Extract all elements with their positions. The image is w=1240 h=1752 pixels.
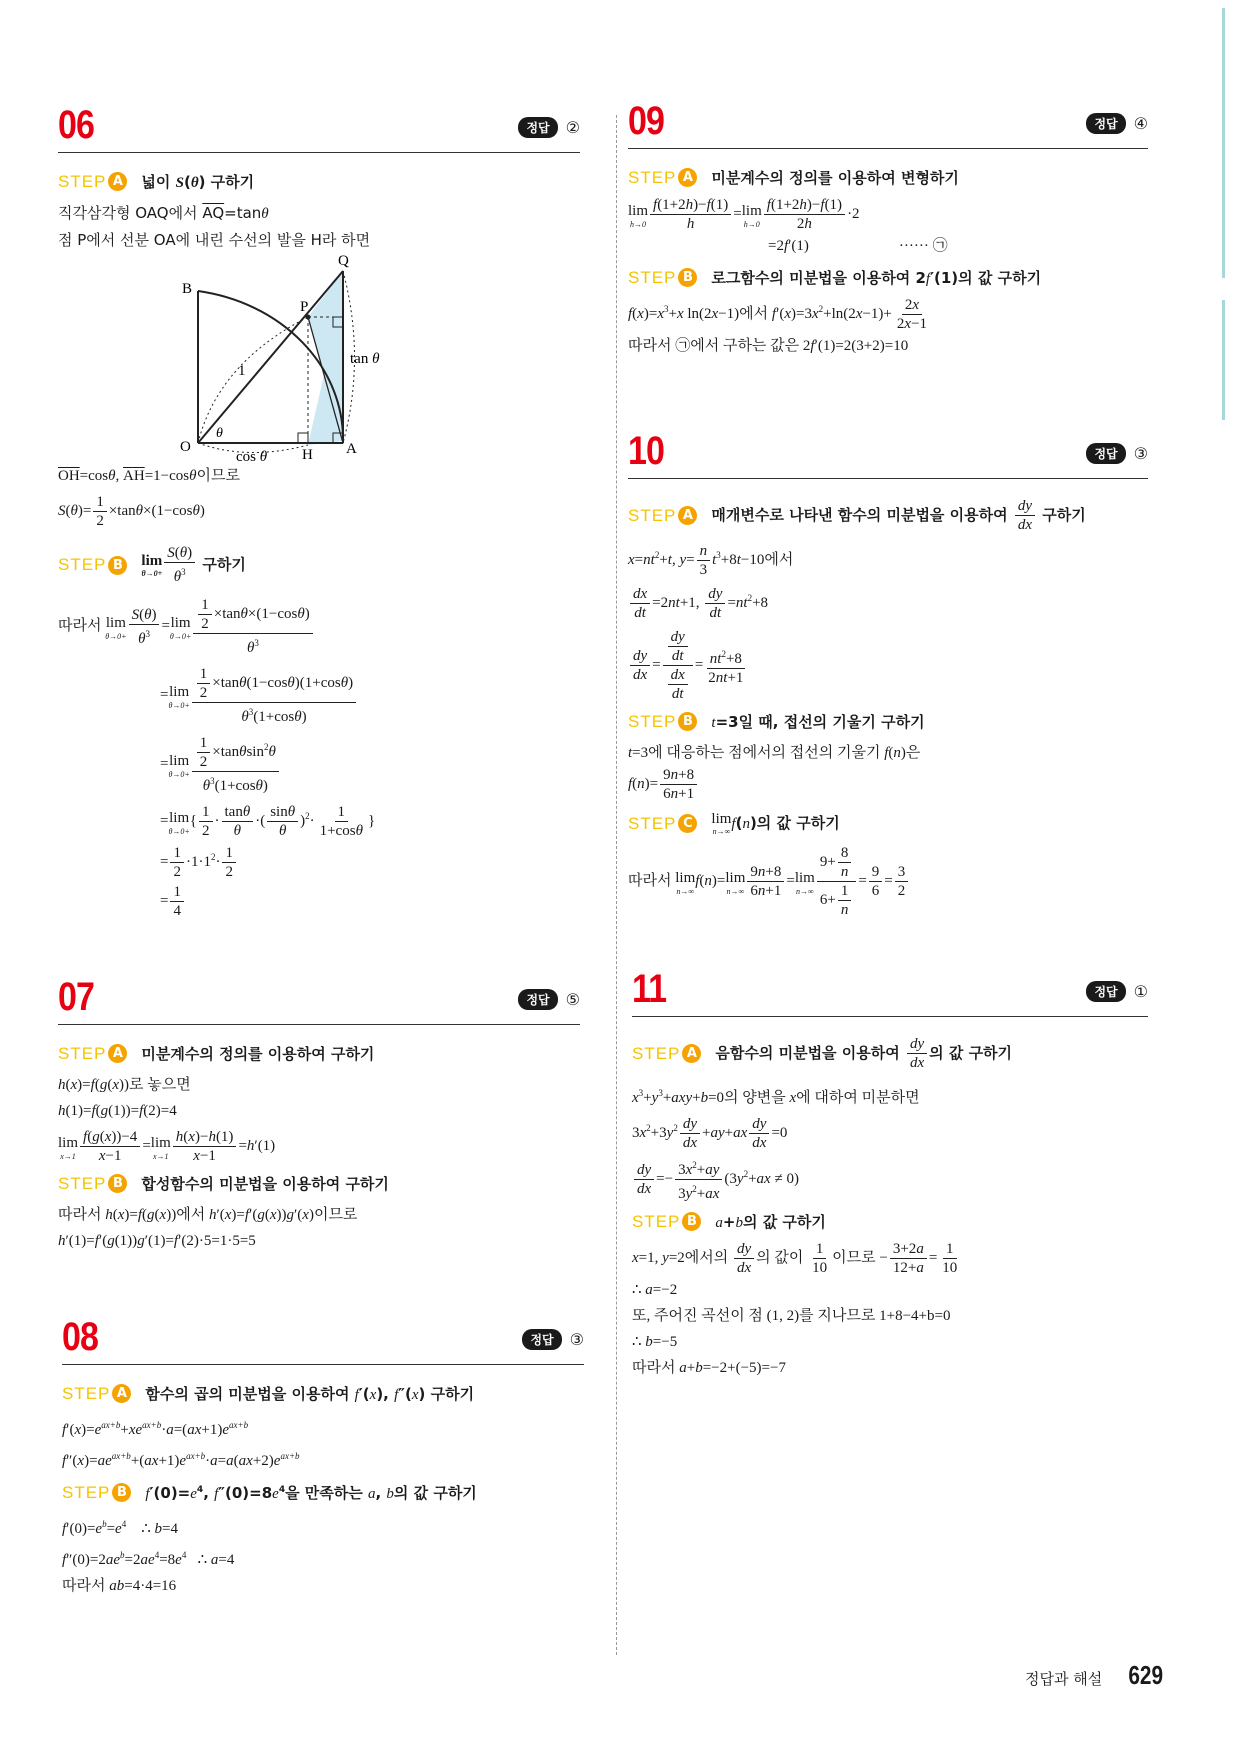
step-letter-icon: C [678, 814, 697, 833]
svg-text:1: 1 [238, 363, 246, 379]
step-a [62, 1383, 584, 1404]
formula-line: $f(x)=x^3+x$ ln(2x−1)에서 $f'(x)=3x^2+\ln(2x-1)+$ $\frac{2x}{2x-1}$ [628, 297, 928, 332]
step-letter-icon: B [112, 1483, 131, 1502]
step-b [628, 711, 1148, 732]
step-title: a+b의 값 구하기 [715, 1213, 826, 1231]
text-line: $\overline{OH}=\cos\theta$, $\overline{AH}=1-\cos\theta$이므로 [58, 468, 240, 484]
formula-line: =2f′(1) ······ ㉠ [768, 238, 948, 254]
step-a [628, 167, 1148, 188]
text-line: $x^3+y^3+axy+b=0$의 양변을 x에 대하여 미분하면 [632, 1088, 920, 1106]
step-b [58, 544, 580, 586]
step-letter-icon: B [108, 1174, 127, 1193]
formula-line: $x=nt^2+t$, y= $\frac{n}{3}$ $t^3+8t-10$에서 [628, 543, 794, 578]
step-letter-icon: B [682, 1212, 701, 1231]
step-title: lim n→∞ f(n)의 값 구하기 [711, 811, 840, 836]
formula-line: $\frac{dx}{dt}$ =2nt+1, $\frac{dy}{dt}$ $=nt^2+8$ [628, 585, 1148, 622]
derivation-line: =lim θ→0+ { $\frac{1}{2}$ · $\frac{\tan\theta}{\theta}$ ·( $\frac{\sin\theta}{\theta}$ )$^2$· $\frac{1}{1+\cos\theta}$ } [160, 804, 376, 839]
step-title: 합성함수의 미분법을 이용하여 구하기 [141, 1175, 389, 1193]
answer-badge: 정답 [1086, 113, 1125, 134]
page-number: 629 [1128, 1660, 1164, 1690]
page-footer [1025, 1660, 1168, 1691]
question-06 [58, 100, 580, 920]
question-10 [628, 426, 1148, 919]
svg-text:tan θ: tan θ [350, 351, 380, 367]
text-line: 따라서 a+b=−2+(−5)=−7 [632, 1360, 786, 1376]
step-letter-icon: A [682, 1044, 701, 1063]
question-number: 08 [62, 1315, 99, 1359]
step-label: STEP [58, 1173, 107, 1193]
svg-text:cos θ: cos θ [236, 449, 268, 465]
question-header [58, 972, 580, 1025]
step-title: 로그함수의 미분법을 이용하여 2f′(1)의 값 구하기 [711, 269, 1042, 287]
step-label: STEP [58, 1043, 107, 1063]
formula-line: 따라서 lim n→∞ f(n)=lim n→∞ $\frac{9n+8}{6n+1}$ =lim n→∞ 9+ $\frac{8}{n}$ 6+ $\frac{1}{n}$ = $\frac{9}{6}$ = $\frac{3}{2}$ [628, 844, 1148, 919]
question-number: 09 [628, 99, 665, 143]
step-label: STEP [628, 711, 677, 731]
question-09 [628, 96, 1148, 359]
right-column [628, 96, 1148, 1376]
derivation-line: =lim θ→0+ $\frac{1}{2}$ ×tanθ(1−cosθ)(1+cosθ) $\theta^3(1+\cos\theta)$ [160, 665, 580, 726]
step-title: 함수의 곱의 미분법을 이용하여 f′(x), f″(x) 구하기 [145, 1385, 475, 1403]
svg-text:P: P [300, 299, 309, 315]
svg-text:B: B [182, 281, 193, 297]
svg-text:H: H [302, 447, 313, 463]
question-number: 06 [58, 103, 95, 147]
formula-line: lim x→1 $\frac{f(g(x))-4}{x-1}$ =lim x→1 $\frac{h(x)-h(1)}{x-1}$ =h′(1) [58, 1129, 276, 1164]
step-c [628, 811, 1148, 836]
step-a [632, 1035, 1148, 1072]
svg-text:θ: θ [216, 426, 223, 441]
formula-line: $3x^2+3y^2$ $\frac{dy}{dx}$ +ay+ax $\frac{dy}{dx}$ =0 [632, 1116, 788, 1151]
answer-indicator [1086, 443, 1148, 464]
step-label: STEP [632, 1211, 681, 1231]
step-title: 미분계수의 정의를 이용하여 변형하기 [711, 169, 959, 187]
text-line: ∴ b=−5 [632, 1334, 678, 1350]
formula-line: lim h→0 $\frac{f(1+2h)-f(1)}{h}$ =lim h→0 $\frac{f(1+2h)-f(1)}{2h}$ ·2 [628, 197, 860, 232]
text-line: h(1)=f(g(1))=f(2)=4 [58, 1103, 177, 1119]
derivation-line: = $\frac{1}{4}$ [160, 883, 580, 920]
derivation-line: 따라서 lim θ→0+ $\frac{S(\theta)}{\theta^3}$ =lim θ→0+ $\frac{1}{2}$ ×tanθ×(1−cosθ) $\theta^3$ [58, 596, 580, 657]
formula-line: $f'(0)=e^b=e^4$ ∴ b=4 [62, 1519, 178, 1537]
step-letter-icon: A [678, 506, 697, 525]
formula-line: $\frac{dy}{dx}$ = $\frac{\frac{dy}{dt}}{\frac{dx}{dt}}$ = $\frac{nt^2+8}{2nt+1}$ [628, 628, 1148, 703]
formula-line: $f''(x)=ae^{ax+b}+(ax+1)e^{ax+b}\cdot a=a(ax+2)e^{ax+b}$ [62, 1451, 300, 1469]
answer-indicator [522, 1329, 584, 1350]
step-b [58, 1173, 580, 1194]
step-title: $f'(0)=e^4$, $f''(0)=8e^4$을 만족하는 a, b의 값 구하기 [145, 1484, 477, 1502]
step-a [58, 171, 580, 192]
step-a [58, 1043, 580, 1064]
question-08 [62, 1312, 584, 1599]
step-label: STEP [62, 1482, 111, 1502]
derivation-line: = $\frac{1}{2}$ $\cdot 1\cdot 1^2\cdot$ $\frac{1}{2}$ [160, 844, 580, 881]
formula-line: $f''(0)=2ae^b=2ae^4=8e^4$ ∴ a=4 [62, 1550, 235, 1568]
answer-indicator [1086, 981, 1148, 1002]
step-letter-icon: A [678, 168, 697, 187]
step-title: t=3일 때, 접선의 기울기 구하기 [711, 713, 925, 731]
step-title: 음함수의 미분법을 이용하여 $\frac{dy}{dx}$ 의 값 구하기 [715, 1036, 1013, 1071]
step-title: 매개변수로 나타낸 함수의 미분법을 이용하여 $\frac{dy}{dx}$ 구하기 [711, 498, 1086, 533]
answer-value: ⑤ [565, 990, 580, 1009]
question-header [628, 426, 1148, 479]
footer-label: 정답과 해설 [1025, 1670, 1103, 1688]
text-line: 점 P에서 선분 OA에 내린 수선의 발을 H라 하면 [58, 231, 371, 249]
answer-indicator [518, 117, 580, 138]
step-letter-icon: B [108, 556, 127, 575]
margin-marker [1222, 8, 1225, 278]
formula-line: $\frac{dy}{dx}$ =− $\frac{3x^2+ay}{3y^2+ax}$ $(3y^2+ax \ne 0)$ [632, 1156, 1148, 1203]
step-a [628, 497, 1148, 534]
step-label: STEP [62, 1383, 111, 1403]
step-title: lim θ→0+ $\frac{S(\theta)}{\theta^3}$ 구하기 [141, 545, 246, 585]
answer-value: ④ [1133, 114, 1148, 133]
question-07 [58, 972, 580, 1254]
step-letter-icon: A [108, 172, 127, 191]
answer-badge: 정답 [522, 1329, 561, 1350]
text-line: 따라서 ㉠에서 구하는 값은 2f′(1)=2(3+2)=10 [628, 338, 909, 354]
answer-value: ② [565, 118, 580, 137]
step-b [62, 1482, 584, 1503]
step-label: STEP [628, 167, 677, 187]
text-line: 따라서 h(x)=f(g(x))에서 h′(x)=f′(g(x))g′(x)이므로 [58, 1207, 358, 1223]
formula-line: f(n)= $\frac{9n+8}{6n+1}$ [628, 766, 1148, 803]
question-header [58, 100, 580, 153]
text-line: t=3에 대응하는 점에서의 접선의 기울기 f(n)은 [628, 745, 921, 761]
formula-line: S(θ)= $\frac{1}{2}$ ×tanθ×(1−cosθ) [58, 494, 205, 529]
geometry-diagram [180, 253, 448, 465]
text-line: h′(1)=f′(g(1))g′(1)=f′(2)·5=1·5=5 [58, 1233, 256, 1249]
svg-text:Q: Q [338, 253, 349, 269]
step-label: STEP [632, 1043, 681, 1063]
column-divider [616, 115, 617, 1655]
question-number: 10 [628, 429, 665, 473]
step-b [628, 267, 1148, 288]
formula-line: $f'(x)=e^{ax+b}+xe^{ax+b}\cdot a=(ax+1)e^{ax+b}$ [62, 1420, 249, 1438]
step-label: STEP [628, 505, 677, 525]
derivation-line: =lim θ→0+ $\frac{1}{2}$ ×tanθsin$^2$θ $\theta^3(1+\cos\theta)$ [160, 734, 580, 795]
step-label: STEP [628, 813, 677, 833]
step-title: 넓이 S(θ) 구하기 [141, 173, 255, 191]
step-b [632, 1211, 1148, 1232]
step-label: STEP [58, 555, 107, 574]
text-line: ∴ a=−2 [632, 1282, 678, 1298]
left-column [58, 100, 584, 1594]
step-letter-icon: A [112, 1384, 131, 1403]
svg-text:O: O [180, 439, 191, 455]
answer-value: ③ [569, 1330, 584, 1349]
answer-value: ① [1133, 982, 1148, 1001]
text-line: 또, 주어진 곡선이 점 (1, 2)를 지나므로 1+8−4+b=0 [632, 1308, 951, 1324]
step-title: 미분계수의 정의를 이용하여 구하기 [141, 1045, 375, 1063]
question-number: 11 [632, 967, 667, 1011]
step-label: STEP [628, 267, 677, 287]
question-header [628, 96, 1148, 149]
question-header [62, 1312, 584, 1365]
derivation [58, 596, 580, 920]
answer-badge: 정답 [518, 989, 557, 1010]
formula-line: x=1, y=2에서의 $\frac{dy}{dx}$ 의 값이 $\frac{1}{10}$ 이므로 − $\frac{3+2a}{12+a}$ = $\frac{1}{10}$ [632, 1241, 958, 1276]
step-letter-icon: A [108, 1044, 127, 1063]
answer-indicator [1086, 113, 1148, 134]
step-letter-icon: B [678, 268, 697, 287]
text-line: h(x)=f(g(x))로 놓으면 [58, 1077, 191, 1093]
answer-badge: 정답 [1086, 443, 1125, 464]
text-line: 따라서 ab=4·4=16 [62, 1578, 177, 1594]
answer-value: ③ [1133, 444, 1148, 463]
answer-badge: 정답 [518, 117, 557, 138]
step-label: STEP [58, 171, 107, 191]
question-number: 07 [58, 975, 95, 1019]
step-letter-icon: B [678, 712, 697, 731]
answer-indicator [518, 989, 580, 1010]
question-header [632, 964, 1148, 1017]
margin-marker [1222, 300, 1225, 420]
text-line: 직각삼각형 OAQ에서 $\overline{AQ}=\tan\theta$ [58, 204, 269, 222]
svg-text:A: A [346, 441, 357, 457]
question-11 [632, 964, 1148, 1381]
answer-badge: 정답 [1086, 981, 1125, 1002]
